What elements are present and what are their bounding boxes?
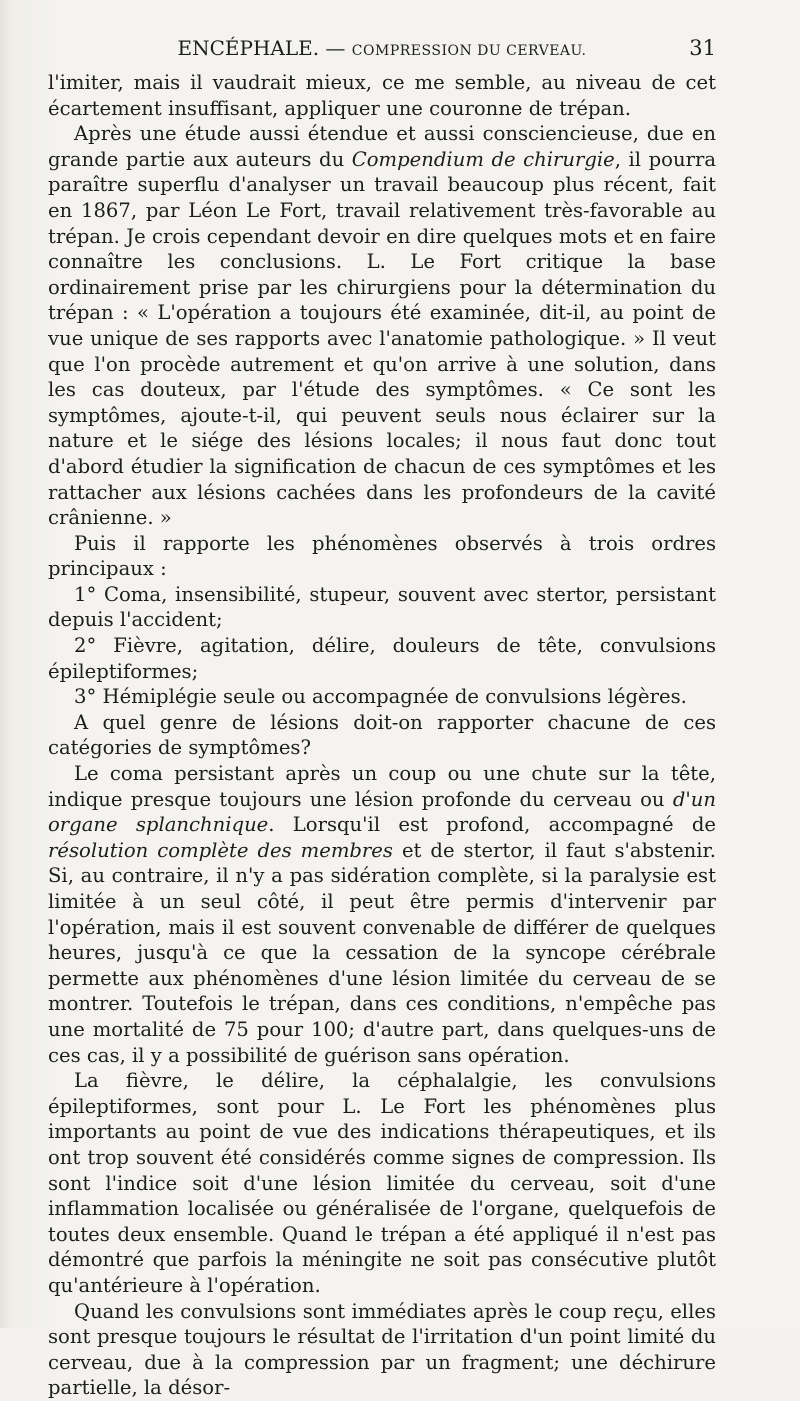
paragraph: Puis il rapporte les phénomènes observés à trois ordres principaux : bbox=[48, 531, 716, 581]
section-title: COMPRESSION DU CERVEAU. bbox=[351, 43, 587, 59]
paragraph: Quand les convulsions sont immédiates après le coup reçu, elles sont presque toujours le résultat de l'irritation d'un point limité du cerveau, due à la compression par un fragment; une déchirure partielle, la désor- bbox=[48, 1299, 716, 1400]
page-number: 31 bbox=[689, 36, 716, 60]
italic-phrase: d'un organe splanchnique bbox=[48, 787, 716, 837]
chapter-title: ENCÉPHALE. bbox=[177, 36, 320, 60]
body-text bbox=[48, 70, 716, 1401]
list-item-hemiplegie: 3° Hémiplégie seule ou accompagnée de convulsions légères. bbox=[74, 685, 687, 709]
paragraph-continued: l'imiter, mais il vaudrait mieux, ce me semble, au niveau de cet écartement insuffisant, appliquer une couronne de trépan. bbox=[48, 71, 716, 120]
paragraph: La fièvre, le délire, la céphalalgie, les convulsions épileptiformes, sont pour L. Le Fort les phénomènes plus importants au point de vue des indications thérapeutiques, et ils ont trop souvent été considérés comme signes de compression. Ils sont l'indice soit d'une lésion limitée du cerveau, soit d'une inflammation localisée ou généralisée de l'organe, quelquefois de toutes deux ensemble. Quand le trépan a été appliqué il n'est pas démontré que parfois la méningite ne soit pas consécutive plutôt qu'antérieure à l'opération. bbox=[48, 1069, 716, 1297]
paragraph: Après une étude aussi étendue et aussi consciencieuse, due en grande partie aux auteurs du Compendium de chirurgie, il pourra paraître superflu d'analyser un travail beaucoup plus récent, fait en 1867, par Léon Le Fort, travail relativement très-favorable au trépan. Je crois cependant devoir en dire quelques mots et en faire connaître les conclusions. L. Le Fort critique la base ordinairement prise par les chirurgiens pour la détermination du trépan : « L'opération a toujours été examinée, dit-il, au point de vue unique de ses rapports avec l'anatomie pathologique. » Il veut que l'on procède autrement et qu'on arrive à une solution, dans les cas douteux, par l'étude des symptômes. « Ce sont les symptômes, ajoute-t-il, qui peuvent seuls nous éclairer sur la nature et le siége des lésions locales; il nous faut donc tout d'abord étudier la signification de chacun de ces symptômes et les rattacher aux lésions cachées dans les profondeurs de la cavité crânienne. » bbox=[48, 122, 717, 530]
paragraph: A quel genre de lésions doit-on rapporter chacune de ces catégories de symptômes? bbox=[48, 710, 716, 760]
paragraph: Le coma persistant après un coup ou une chute sur la tête, indique presque toujours une lésion profonde du cerveau ou d'un organe splanchnique. Lorsqu'il est profond, accompagné de résolution complète des membres et de stertor, il faut s'abstenir. Si, au contraire, il n'y a pas sidération complète, si la paralysie est limitée à un seul côté, il peut être permis d'intervenir par l'opération, mais il est souvent convenable de différer de quelques heures, jusqu'à ce que la cessation de la syncope cérébrale permette aux phénomènes d'une lésion limitée du cerveau de se montrer. Toutefois le trépan, dans ces conditions, n'empêche pas une mortalité de 75 pour 100; d'autre part, dans quelques-uns de ces cas, il y a possibilité de guérison sans opération. bbox=[48, 762, 716, 1067]
italic-phrase: Compendium de chirurgie bbox=[351, 147, 615, 171]
title-dash: — bbox=[319, 36, 352, 60]
italic-phrase: résolution complète des membres bbox=[48, 838, 393, 862]
running-title bbox=[48, 36, 716, 63]
running-header bbox=[48, 36, 716, 62]
list-item-fievre: 2° Fièvre, agitation, délire, douleurs de tête, convulsions épileptiformes; bbox=[48, 634, 716, 683]
list-item-coma: 1° Coma, insensibilité, stupeur, souvent avec stertor, persistant depuis l'accident; bbox=[48, 582, 716, 632]
